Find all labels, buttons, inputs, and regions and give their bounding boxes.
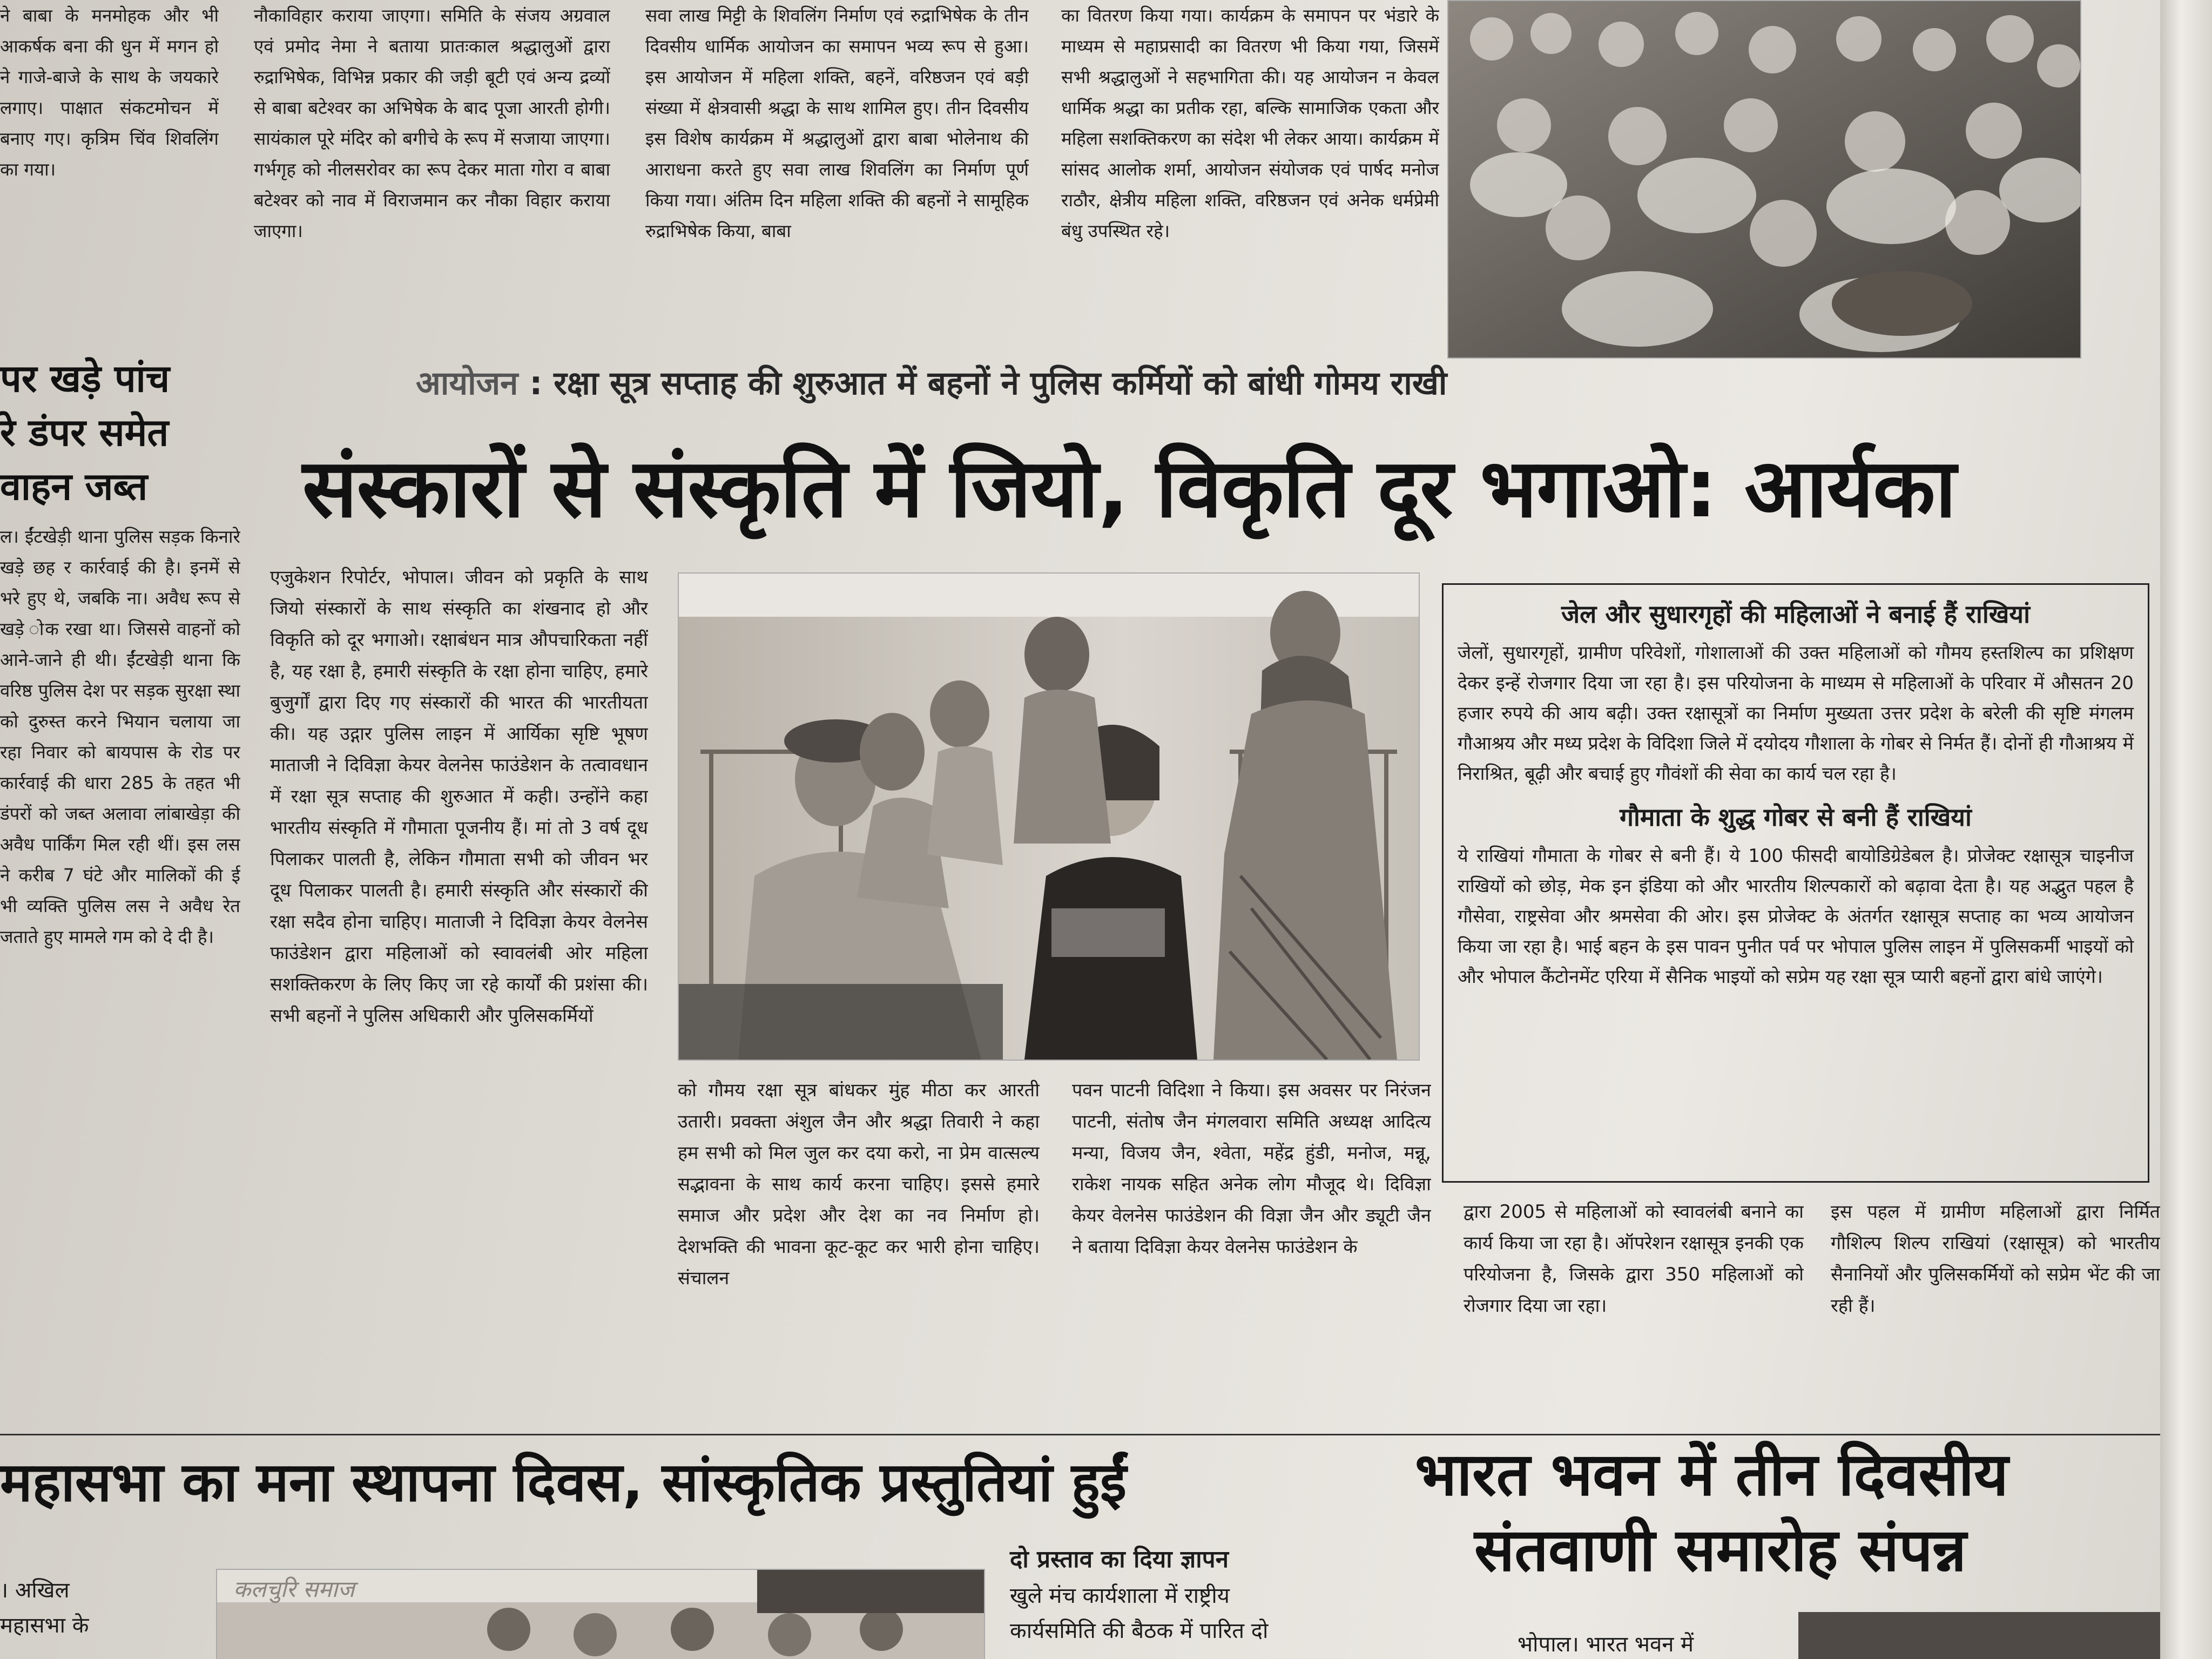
bottom-subtext-2: कार्यसमिति की बैठक में पारित दो: [1010, 1618, 1269, 1643]
main-story-photo: [678, 572, 1420, 1061]
main-story-col-5-text: इस पहल में ग्रामीण महिलाओं द्वारा निर्मित गौशिल्प शिल्प राखियां (रक्षासूत्र) को भारतीय सैनानियों और पुलिसकर्मियों को सप्रेम भेंट की जा रही हैं।: [1831, 1201, 2160, 1317]
main-story-col-3-text: पवन पाटनी विदिशा ने किया। इस अवसर पर निरंजन पाटनी, संतोष जैन मंगलवारा समिति अध्यक्ष आदित्य मन्या, विजय जैन, श्वेता, महेंद्र हुंडी, मनोज, मन्नू, राकेश नायक सहित अनेक लोग मौजूद थे। दिविज्ञा केयर वेलनेस फाउंडेशन की विज्ञा जैन और ड्यूटी जैन ने बताया दिविज्ञा केयर वेलनेस फाउंडेशन के: [1072, 1080, 1431, 1258]
main-story-col-2: [678, 1075, 1040, 1426]
main-story-col-3: [1072, 1075, 1431, 1426]
top-col-3: [645, 0, 1029, 324]
top-col-1: [0, 0, 219, 281]
top-col-4: [1061, 0, 1439, 329]
main-story-col-1: [270, 562, 648, 1426]
bottom-subhead: दो प्रस्ताव का दिया ज्ञापन: [1010, 1546, 1229, 1573]
main-photo-graphic: [679, 574, 1419, 1060]
top-col-1-text: ने बाबा के मनमोहक और भी आकर्षक बना की धुन में मगन हो ने गाजे-बाजे के साथ के जयकारे लगाए। पाक्षात संकटमोचन में बनाए गए। कृत्रिम चिंव शिवलिंग का गया।: [0, 5, 219, 180]
section-divider: [0, 1434, 2160, 1435]
top-crowd-photo: [1447, 0, 2081, 359]
kicker-separator: :: [518, 365, 554, 402]
crowd-photo-graphic: [1448, 1, 2080, 358]
bottom-subtext-1: खुले मंच कार्यशाला में राष्ट्रीय: [1010, 1583, 1230, 1608]
bottom-left-headline: महासभा का मना स्थापना दिवस, सांस्कृतिक प्रस्तुतियां हुईं: [0, 1451, 1127, 1514]
main-story-sidebar-box: [1442, 583, 2149, 1183]
left-story-headline-2: रे डंपर समेत: [0, 410, 169, 455]
main-story-col-4: [1464, 1196, 1804, 1423]
bottom-left-snippet-2: महासभा के: [0, 1613, 89, 1638]
left-story-headline-1: पर खड़े पांच: [0, 356, 170, 401]
bottom-right-headline-1: भारत भवन में तीन दिवसीय: [1415, 1440, 2008, 1509]
page-edge: [2160, 0, 2212, 1659]
bottom-event-photo: [216, 1569, 985, 1659]
kicker-label: आयोजन: [416, 365, 518, 402]
main-story-col-1-text: एजुकेशन रिपोर्टर, भोपाल। जीवन को प्रकृति के साथ जियो संस्कारों के साथ संस्कृति का शंखनाद हो और विकृति को दूर भगाओ। रक्षाबंधन मात्र औपचारिकता नहीं है, यह रक्षा है, हमारी संस्कृति के रक्षा होना चाहिए, हमारे बुजुर्गों द्वारा दिए गए संस्कारों की भारत की भारतीयता की। यह उद्गार पुलिस लाइन में आर्यिका सृष्टि भूषण माताजी ने दिविज्ञा केयर वेलनेस फाउंडेशन के तत्वावधान में रक्षा सूत्र सप्ताह की शुरुआत में कही। उन्होंने कहा भारतीय संस्कृति में गौमाता पूजनीय हैं। मां तो 3 वर्ष दूध पिलाकर पालती है, लेकिन गौमाता सभी को जीवन भर दूध पिलाकर पालती है। हमारी संस्कृति और संस्कारों की रक्षा सदैव होना चाहिए। माताजी ने दिविज्ञा केयर वेलनेस फाउंडेशन द्वारा महिलाओं को स्वावलंबी ओर महिला सशक्तिकरण के लिए किए जा रहे कार्यों की प्रशंसा की। सभी बहनों ने पुलिस अधिकारी और पुलिसकर्मियों: [270, 567, 648, 1027]
event-banner-text: कलचुरि समाज: [233, 1576, 355, 1602]
sidebar-text-2: ये राखियां गौमाता के गोबर से बनी हैं। ये 100 फीसदी बायोडिग्रेडेबल है। प्रोजेक्ट रक्षासूत्र चाइनीज राखियों को छोड़, मेक इन इंडिया को और भारतीय शिल्पकारों को बढ़ावा देता है। यह अद्भुत पहल है गौसेवा, राष्ट्रसेवा और श्रमसेवा की ओर। इस प्रोजेक्ट के अंतर्गत रक्षासूत्र सप्ताह का भव्य आयोजन किया जा रहा है। भाई बहन के इस पावन पुनीत पर्व पर भोपाल पुलिस लाइन में पुलिसकर्मी भाइयों को और भोपाल कैंटोनमेंट एरिया में सैनिक भाइयों को सप्रेम यह रक्षा सूत्र प्यारी बहनों द्वारा बांधे जाएंगे।: [1458, 845, 2134, 988]
main-story-col-5: [1831, 1196, 2160, 1423]
top-col-2: [254, 0, 610, 324]
left-story-body-text: ल। ईंटखेड़ी थाना पुलिस सड़क किनारे खड़े छह र कार्रवाई की है। इनमें से भरे हुए थे, जबकि ना। अवैध रूप से खड़े ोक रखा था। जिससे वाहनों को आने-जाने ही थी। ईंटखेड़ी थाना कि वरिष्ठ पुलिस देश पर सड़क सुरक्षा स्था को दुरुस्त करने भियान चलाया जा रहा निवार को बायपास के रोड पर कार्रवाई की धारा 285 के तहत भी डंपरों को जब्त अलावा लांबाखेड़ा की अवैध पार्किंग मिल रही थीं। इस लस ने करीब 7 घंटे और मालिकों की ई भी व्यक्ति पुलिस लस ने अवैध रेत जताते हुए मामले गम को दे दी है।: [0, 526, 240, 947]
sidebar-heading-2: गौमाता के शुद्ध गोबर से बनी हैं राखियां: [1620, 802, 1972, 832]
sidebar-heading-1: जेल और सुधारगृहों की महिलाओं ने बनाई हैं राखियां: [1561, 599, 2030, 629]
left-story-body: [0, 521, 240, 1418]
kicker-text: रक्षा सूत्र सप्ताह की शुरुआत में बहनों ने पुलिस कर्मियों को बांधी गोमय राखी: [554, 365, 1447, 402]
bottom-right-snippet: भोपाल। भारत भवन में: [1518, 1632, 1694, 1657]
left-story-headline-3: वाहन जब्त: [0, 464, 148, 509]
main-story-col-4-text: द्वारा 2005 से महिलाओं को स्वावलंबी बनाने का कार्य किया जा रहा है। ऑपरेशन रक्षासूत्र इनकी एक परियोजना है, जिसके द्वारा 350 महिलाओं को रोजगार दिया जा रहा।: [1464, 1201, 1804, 1317]
bottom-left-snippet-1: । अखिल: [0, 1578, 70, 1603]
top-col-2-text: नौकाविहार कराया जाएगा। समिति के संजय अग्रवाल एवं प्रमोद नेमा ने बताया प्रातःकाल श्रद्धालुओं द्वारा रुद्राभिषेक, विभिन्न प्रकार की जड़ी बूटी एवं अन्य द्रव्यों से बाबा बटेश्वर का अभिषेक के बाद पूजा आरती होगी। सायंकाल पूरे मंदिर को बगीचे के रूप में सजाया जाएगा। गर्भगृह को नीलसरोवर का रूप देकर माता गोरा व बाबा बटेश्वर को नाव में विराजमान कर नौका विहार कराया जाएगा।: [254, 5, 610, 241]
top-col-3-text: सवा लाख मिट्टी के शिवलिंग निर्माण एवं रुद्राभिषेक के तीन दिवसीय धार्मिक आयोजन का समापन भव्य रूप से हुआ। इस आयोजन में महिला शक्ति, बहनें, वरिष्ठजन एवं बड़ी संख्या में क्षेत्रवासी श्रद्धा के साथ शामिल हुए। तीन दिवसीय इस विशेष कार्यक्रम में श्रद्धालुओं द्वारा बाबा भोलेनाथ की आराधना करते हुए सवा लाख शिवलिंग का निर्माण पूर्ण किया गया। अंतिम दिन महिला शक्ति की बहनों ने सामूहिक रुद्राभिषेक किया, बाबा: [645, 5, 1029, 241]
bottom-right-photo: [1798, 1612, 2160, 1659]
main-story-kicker: [416, 362, 1447, 405]
main-story-headline: संस्कारों से संस्कृति में जियो, विकृति दूर भगाओ: आर्यका: [302, 442, 1956, 536]
bottom-right-headline-2: संतवाणी समारोह संपन्न: [1474, 1515, 1967, 1584]
top-col-4-text: का वितरण किया गया। कार्यक्रम के समापन पर भंडारे के माध्यम से महाप्रसादी का वितरण भी किया गया, जिसमें सभी श्रद्धालुओं ने सहभागिता की। यह आयोजन न केवल धार्मिक श्रद्धा का प्रतीक रहा, बल्कि सामाजिक एकता और महिला सशक्तिकरण का संदेश भी लेकर आया। कार्यक्रम में सांसद आलोक शर्मा, आयोजन संयोजक एवं पार्षद मनोज राठौर, क्षेत्रीय महिला शक्ति, वरिष्ठजन एवं अनेक धर्मप्रेमी बंधु उपस्थित रहे।: [1061, 5, 1439, 241]
main-story-col-2-text: को गौमय रक्षा सूत्र बांधकर मुंह मीठा कर आरती उतारी। प्रवक्ता अंशुल जैन और श्रद्धा तिवारी ने कहा हम सभी को मिल जुल कर दया करो, ना प्रेम वात्सल्य सद्भावना के साथ कार्य करना चाहिए। इससे हमारे समाज और प्रदेश और देश का नव निर्माण हो। देशभक्ति की भावना कूट-कूट कर भारी होना चाहिए। संचालन: [678, 1080, 1040, 1289]
sidebar-text-1: जेलों, सुधारगृहों, ग्रामीण परिवेशों, गोशालाओं की उक्त महिलाओं को गौमय हस्तशिल्प का प्रशिक्षण देकर इन्हें रोजगार दिया जा रहा है। इस परियोजना के माध्यम से महिलाओं के परिवार में औसतन 20 हजार रुपये की आय बढ़ी। उक्त रक्षासूत्रों का निर्माण मुख्यता उत्तर प्रदेश के बरेली की सृष्टि मंगलम गौआश्रय और मध्य प्रदेश के विदिशा जिले में दयोदय गौशाला के गोबर से निर्मत हैं। दोनों ही गौआश्रय में निराश्रित, बूढ़ी और बचाई हुए गौवंशों की सेवा का कार्य चल रहा है।: [1458, 642, 2134, 785]
